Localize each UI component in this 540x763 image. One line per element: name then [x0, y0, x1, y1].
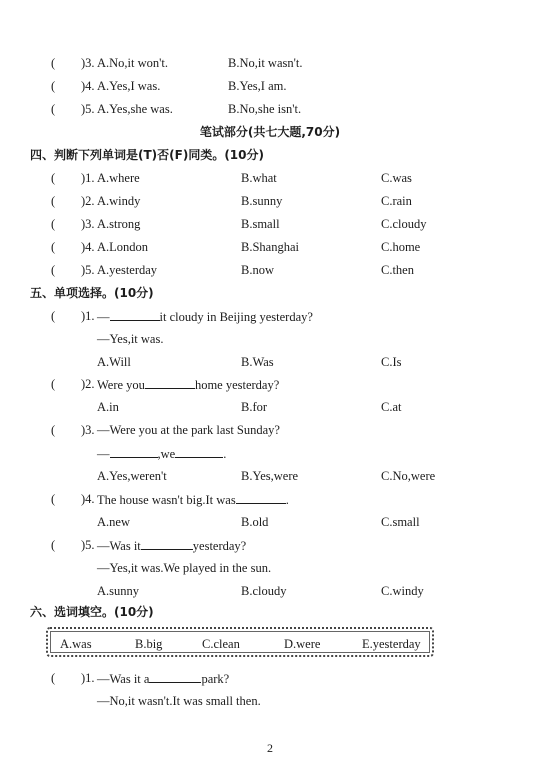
paren-open: ( [51, 240, 56, 254]
paren-open: ( [51, 56, 56, 70]
option-a: A.new [97, 515, 130, 529]
option-c: C.No,were [381, 469, 436, 483]
word-bank-item: D.were [284, 637, 321, 651]
item-number: )5. [81, 263, 95, 277]
answer-blank[interactable] [149, 670, 201, 683]
option-c: C.Is [381, 355, 402, 369]
option-c: C.at [381, 400, 402, 414]
answer-blank[interactable] [110, 308, 160, 321]
paren-open: ( [51, 171, 56, 185]
option-b: B.Yes,I am. [228, 79, 287, 93]
option-c: C.was [381, 171, 412, 185]
written-section-title: 笔试部分(共七大题,70分) [199, 125, 341, 139]
question-text: —Were you at the park last Sunday? [97, 423, 280, 437]
item-number: )1. [81, 309, 95, 323]
answer-blank[interactable] [145, 376, 195, 389]
word-bank-box [46, 627, 434, 657]
option-b: B.now [241, 263, 274, 277]
section-6-heading: 六、选词填空。(10分) [30, 605, 154, 619]
paren-open: ( [51, 423, 56, 437]
item-number: )2. [81, 377, 95, 391]
option-b: B.sunny [241, 194, 283, 208]
answer-line: —Yes,it was.We played in the sun. [97, 561, 272, 575]
answer-line: — ,we . [97, 447, 227, 461]
paren-open: ( [51, 377, 56, 391]
option-b: B.what [241, 171, 277, 185]
option-b: B.No,she isn't. [228, 102, 302, 116]
answer-blank[interactable] [110, 445, 158, 458]
item-number: )3. [81, 217, 95, 231]
option-a: A.sunny [97, 584, 140, 598]
option-a: A.Yes,I was. [97, 79, 161, 93]
item-number: )5. [81, 102, 95, 116]
paren-open: ( [51, 102, 56, 116]
question-text: Were you home yesterday? [97, 378, 280, 392]
word-bank-item: C.clean [202, 637, 240, 651]
option-b: B.Yes,were [241, 469, 299, 483]
paren-open: ( [51, 79, 56, 93]
answer-line: —No,it wasn't.It was small then. [97, 694, 261, 708]
option-a: A.windy [97, 194, 141, 208]
item-number: )1. [81, 671, 95, 685]
option-a: A.where [97, 171, 140, 185]
item-number: )1. [81, 171, 95, 185]
option-b: B.cloudy [241, 584, 287, 598]
option-b: B.No,it wasn't. [228, 56, 303, 70]
item-number: )4. [81, 492, 95, 506]
option-a: A.strong [97, 217, 141, 231]
word-bank-item: B.big [135, 637, 163, 651]
question-text: The house wasn't big.It was . [97, 493, 289, 507]
answer-blank[interactable] [175, 445, 223, 458]
item-number: )2. [81, 194, 95, 208]
paren-open: ( [51, 194, 56, 208]
question-text: — it cloudy in Beijing yesterday? [97, 310, 313, 324]
word-bank-item: E.yesterday [362, 637, 421, 651]
option-c: C.small [381, 515, 420, 529]
option-c: C.then [381, 263, 414, 277]
option-a: A.No,it won't. [97, 56, 169, 70]
item-number: )3. [81, 56, 95, 70]
option-b: B.old [241, 515, 269, 529]
option-b: B.small [241, 217, 280, 231]
answer-blank[interactable] [141, 537, 193, 550]
option-a: A.yesterday [97, 263, 158, 277]
option-c: C.windy [381, 584, 424, 598]
option-c: C.rain [381, 194, 412, 208]
paren-open: ( [51, 538, 56, 552]
option-a: A.Will [97, 355, 131, 369]
paren-open: ( [51, 671, 56, 685]
answer-blank[interactable] [236, 491, 286, 504]
paren-open: ( [51, 492, 56, 506]
option-b: B.Shanghai [241, 240, 299, 254]
section-5-heading: 五、单项选择。(10分) [30, 286, 154, 300]
option-c: C.cloudy [381, 217, 427, 231]
option-a: A.Yes,weren't [97, 469, 167, 483]
option-a: A.in [97, 400, 119, 414]
paren-open: ( [51, 263, 56, 277]
word-bank-item: A.was [60, 637, 92, 651]
option-a: A.Yes,she was. [97, 102, 173, 116]
paren-open: ( [51, 217, 56, 231]
paren-open: ( [51, 309, 56, 323]
option-b: B.Was [241, 355, 274, 369]
question-text: —Was it yesterday? [97, 539, 247, 553]
page-number: 2 [267, 741, 273, 755]
option-c: C.home [381, 240, 421, 254]
item-number: )4. [81, 79, 95, 93]
option-b: B.for [241, 400, 268, 414]
question-text: —Was it a park? [97, 672, 230, 686]
section-4-heading: 四、判断下列单词是(T)否(F)同类。(10分) [30, 148, 264, 162]
item-number: )4. [81, 240, 95, 254]
option-a: A.London [97, 240, 149, 254]
answer-line: —Yes,it was. [97, 332, 164, 346]
item-number: )3. [81, 423, 95, 437]
item-number: )5. [81, 538, 95, 552]
